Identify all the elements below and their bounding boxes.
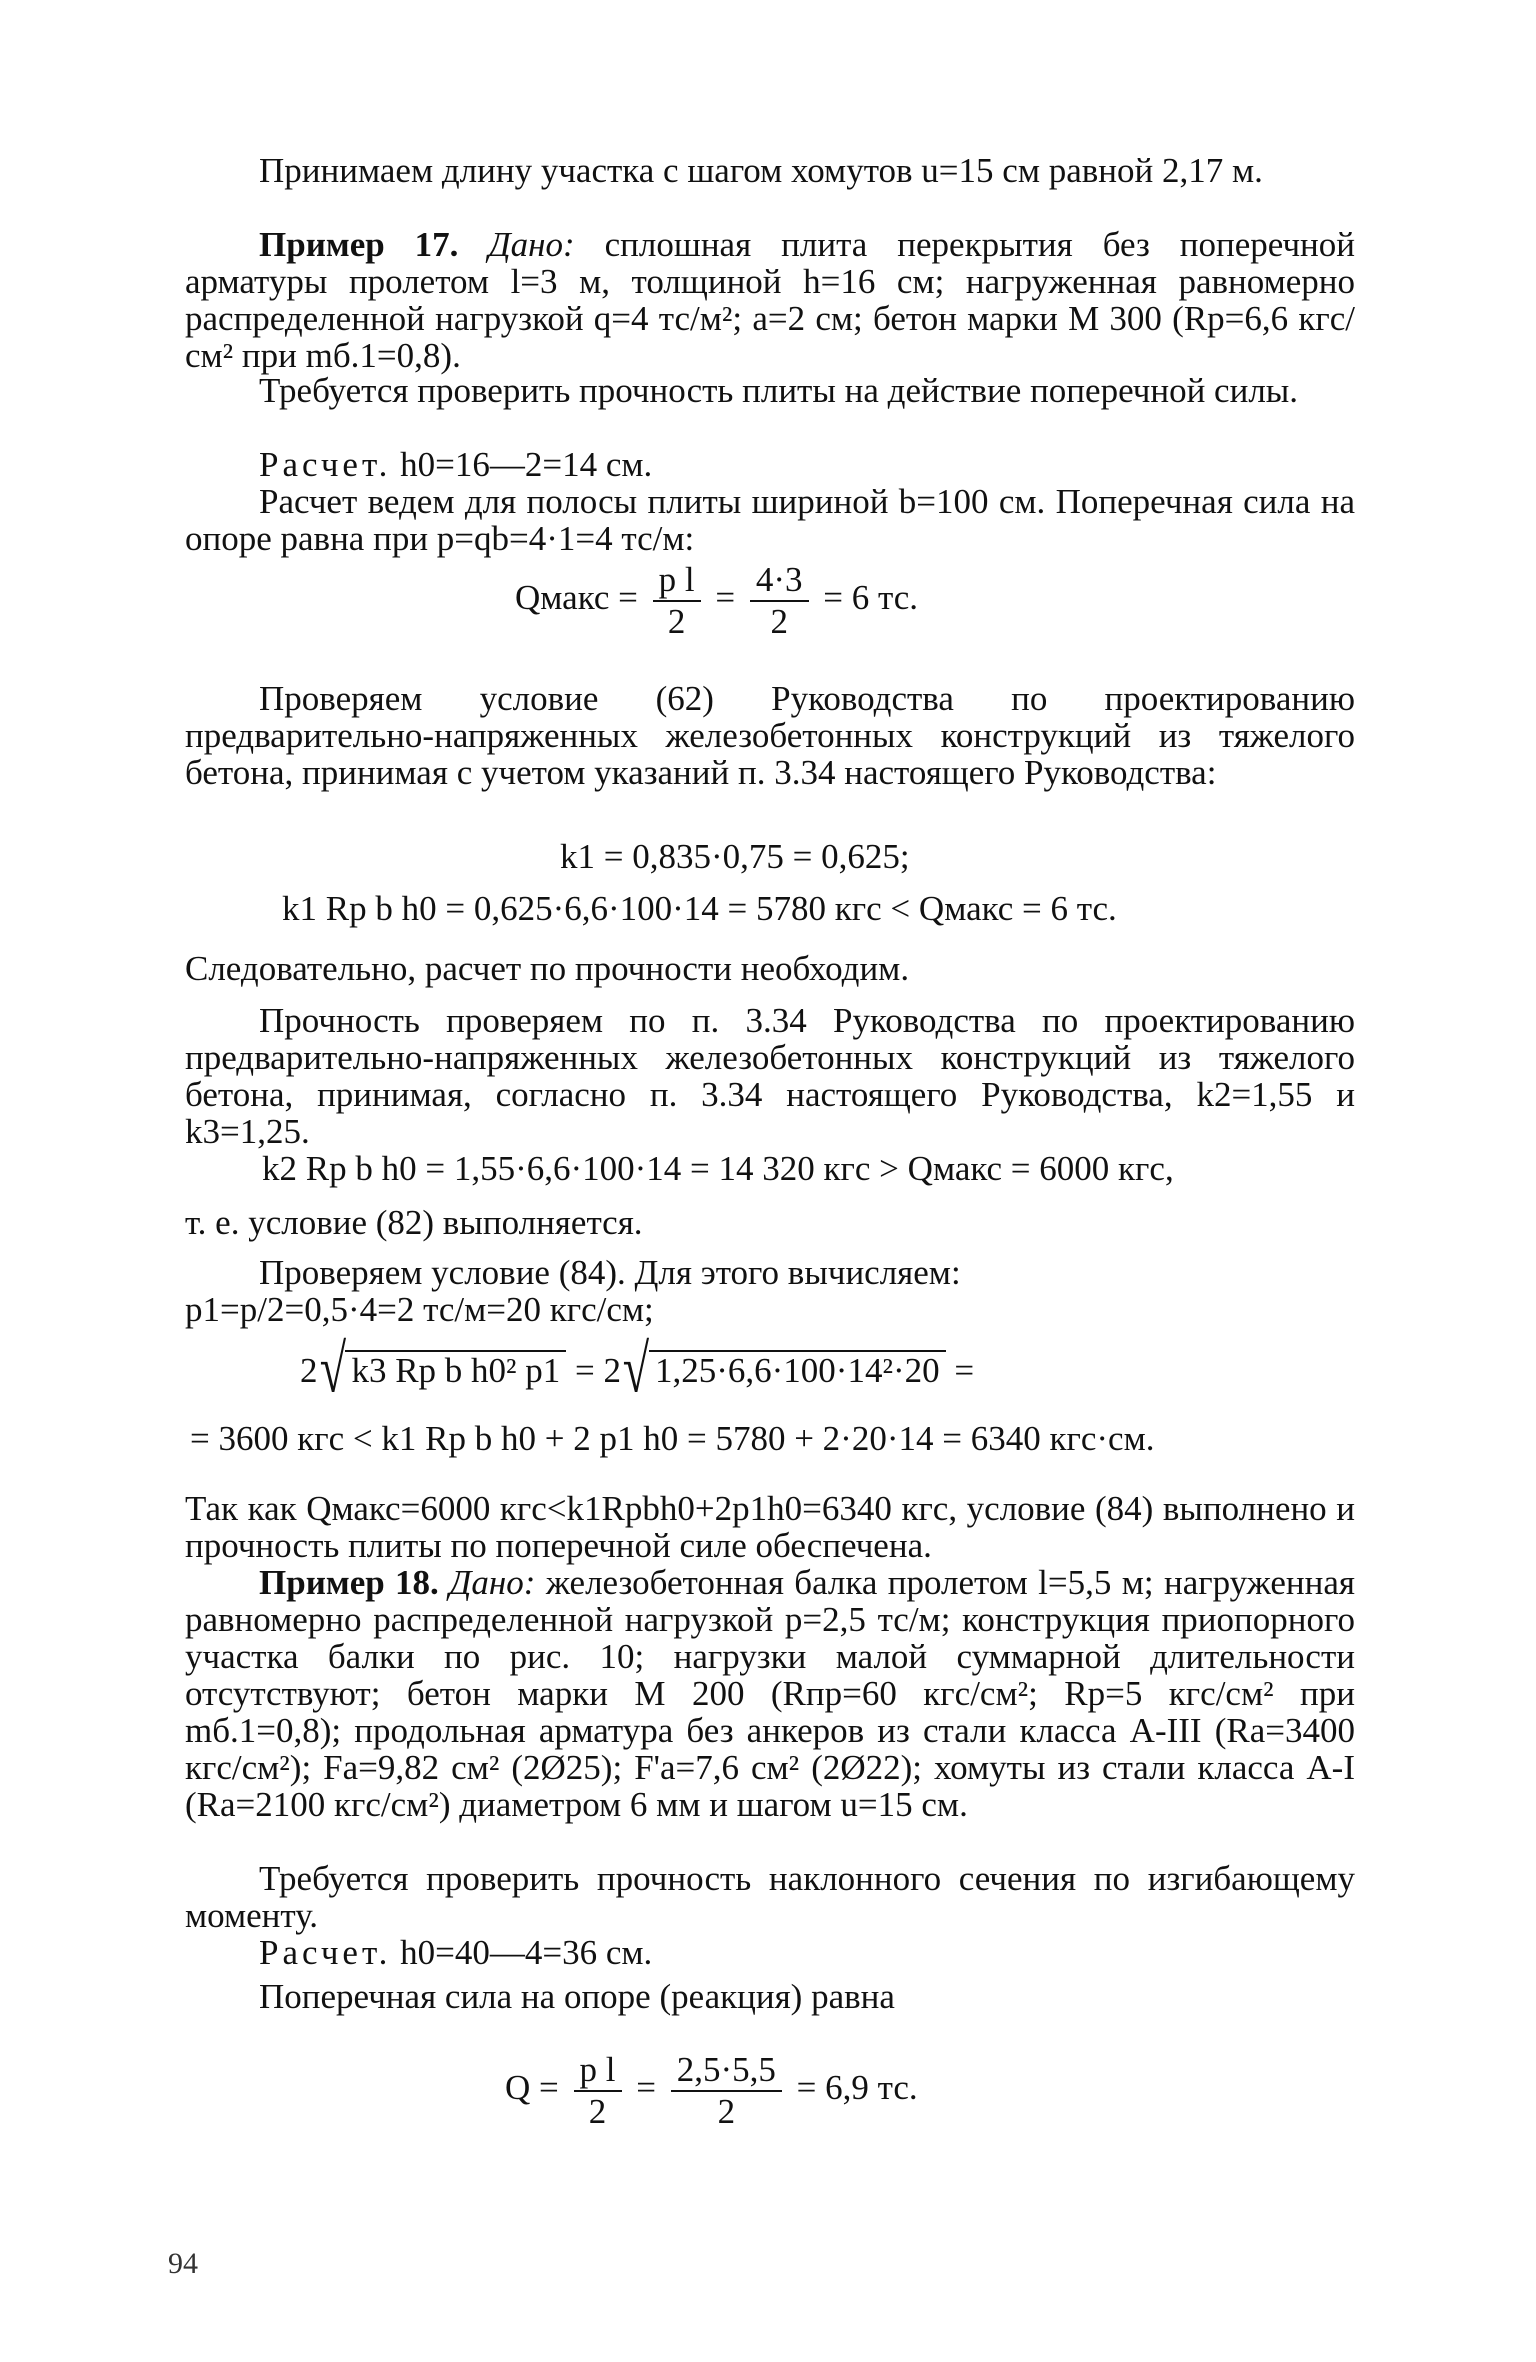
formula-q-rhs: = 6,9 тс. <box>796 2068 918 2108</box>
paragraph-condition-82: т. е. условие (82) выполняется. <box>185 1203 643 1242</box>
fraction-numerator: 4·3 <box>750 560 809 602</box>
equals-sign: = <box>636 2068 656 2108</box>
sqrt-sign: √ <box>319 1330 346 1407</box>
formula-k2-rpbh0: k2 Rp b h0 = 1,55·6,6·100·14 = 14 320 кгс > Qмакс = 6000 кгс, <box>262 1149 1174 1188</box>
example-17-title: Пример 17. <box>259 225 459 264</box>
fraction-numerator: p l <box>653 560 701 602</box>
formula-p1: p1=p/2=0,5·4=2 тс/м=20 кгс/см; <box>185 1290 654 1329</box>
paragraph-consequently: Следовательно, расчет по прочности необходим. <box>185 949 910 988</box>
calc-label: Расчет. <box>259 445 392 484</box>
equals-sign: = <box>715 578 736 618</box>
calc-label: Расчет. <box>259 1933 392 1972</box>
example-18-title: Пример 18. <box>259 1563 439 1602</box>
paragraph-intro: Принимаем длину участка с шагом хомутов u=15 см равной 2,17 м. <box>259 151 1263 190</box>
formula-sqrt <box>300 1330 975 1407</box>
example-18-requirement: Требуется проверить прочность наклонного сечения по изгибающему моменту. <box>185 1859 1355 1935</box>
calc-h0: h0=40—4=36 см. <box>400 1933 653 1972</box>
sqrt-equals-2: = 2 <box>575 1351 622 1390</box>
paragraph-condition-84: Проверяем условие (84). Для этого вычисляем: <box>259 1253 961 1292</box>
paragraph-conclusion: Так как Qмакс=6000 кгс<k1Rpbh0+2p1h0=6340 кгс, условие (84) выполнено и прочность плиты по поперечной силе обеспечена. <box>185 1489 1355 1565</box>
fraction-pl-2 <box>574 2050 622 2132</box>
radicand-2: 1,25·6,6·100·14²·20 <box>649 1350 946 1389</box>
example-18-reaction: Поперечная сила на опоре (реакция) равна <box>259 1977 895 2016</box>
example-17-calc <box>185 446 1355 483</box>
fraction-denominator: 2 <box>717 2092 736 2131</box>
formula-qmax <box>515 560 918 642</box>
fraction-pl-2 <box>653 560 701 642</box>
formula-qmax-lhs: Qмакс = <box>515 578 638 618</box>
paragraph-condition-62: Проверяем условие (62) Руководства по проектированию предварительно-напряженных железобетонных конструкций из тяжелого бетона, принимая с учетом указаний п. 3.34 настоящего Руководства: <box>185 679 1355 792</box>
page-number: 94 <box>168 2247 198 2280</box>
paragraph-strength-check: Прочность проверяем по п. 3.34 Руководства по проектированию предварительно-напряженных железобетонных конструкций из тяжелого бетона, принимая, согласно п. 3.34 настоящего Руководства, k2=1,55 и k3=1,25. <box>185 1001 1355 1151</box>
formula-q-lhs: Q = <box>505 2068 559 2108</box>
example-17-requirement: Требуется проверить прочность плиты на действие поперечной силы. <box>259 371 1299 410</box>
fraction-4x3-2 <box>750 560 809 642</box>
example-18-statement <box>185 1564 1355 1823</box>
fraction-denominator: 2 <box>770 602 788 641</box>
example-18-calc <box>185 1934 1355 1971</box>
fraction-denominator: 2 <box>667 602 686 641</box>
radicand-1: k3 Rp b h0² p1 <box>345 1350 566 1389</box>
fraction-denominator: 2 <box>588 2092 607 2131</box>
formula-qmax-rhs: = 6 тс. <box>823 578 919 618</box>
formula-q-reaction <box>505 2050 918 2132</box>
formula-3600: = 3600 кгс < k1 Rp b h0 + 2 p1 h0 = 5780 + 2·20·14 = 6340 кгс·см. <box>190 1419 1155 1458</box>
fraction-numerator: p l <box>574 2050 622 2092</box>
sqrt-coefficient-1: 2 <box>300 1351 318 1390</box>
example-18-given-label: Дано: <box>449 1563 536 1602</box>
sqrt-sign: √ <box>622 1330 650 1407</box>
fraction-numerator: 2,5·5,5 <box>671 2050 782 2092</box>
formula-k1-rpbh0: k1 Rp b h0 = 0,625·6,6·100·14 = 5780 кгс < Qмакс = 6 тс. <box>282 889 1117 928</box>
example-17-statement <box>185 226 1355 374</box>
example-17-paragraph-strip: Расчет ведем для полосы плиты шириной b=100 см. Поперечная сила на опоре равна при p=qb=4·1=4 тс/м: <box>185 482 1355 558</box>
sqrt-trailing-equals: = <box>954 1351 975 1390</box>
example-17-given-label: Дано: <box>488 225 575 264</box>
example-18-given-text: железобетонная балка пролетом l=5,5 м; нагруженная равномерно распределенной нагрузкой p=2,5 тс/м; конструкция приопорного участка балки по рис. 10; нагрузки малой суммарной длительности отсутствуют; бетон марки М 200 (Rпр=60 кгс/см²; Rp=5 кгс/см² при mб.1=0,8); продольная арматура без анкеров из стали класса А-III (Ra=3400 кгс/см²); Fa=9,82 см² (2Ø25); F'a=7,6 см² (2Ø22); хомуты из стали класса А-I (Ra=2100 кгс/см²) диаметром 6 мм и шагом u=15 см. <box>185 1563 1356 1824</box>
formula-k1: k1 = 0,835·0,75 = 0,625; <box>560 837 910 876</box>
calc-h0: h0=16—2=14 см. <box>400 445 653 484</box>
example-17-given-text: сплошная плита перекрытия без поперечной арматуры пролетом l=3 м, толщиной h=16 см; нагруженная равномерно распределенной нагрузкой q=4 тс/м²; a=2 см; бетон марки М 300 (Rp=6,6 кгс/см² при mб.1=0,8). <box>185 225 1356 375</box>
fraction-2-5x5-5-2 <box>671 2050 782 2132</box>
